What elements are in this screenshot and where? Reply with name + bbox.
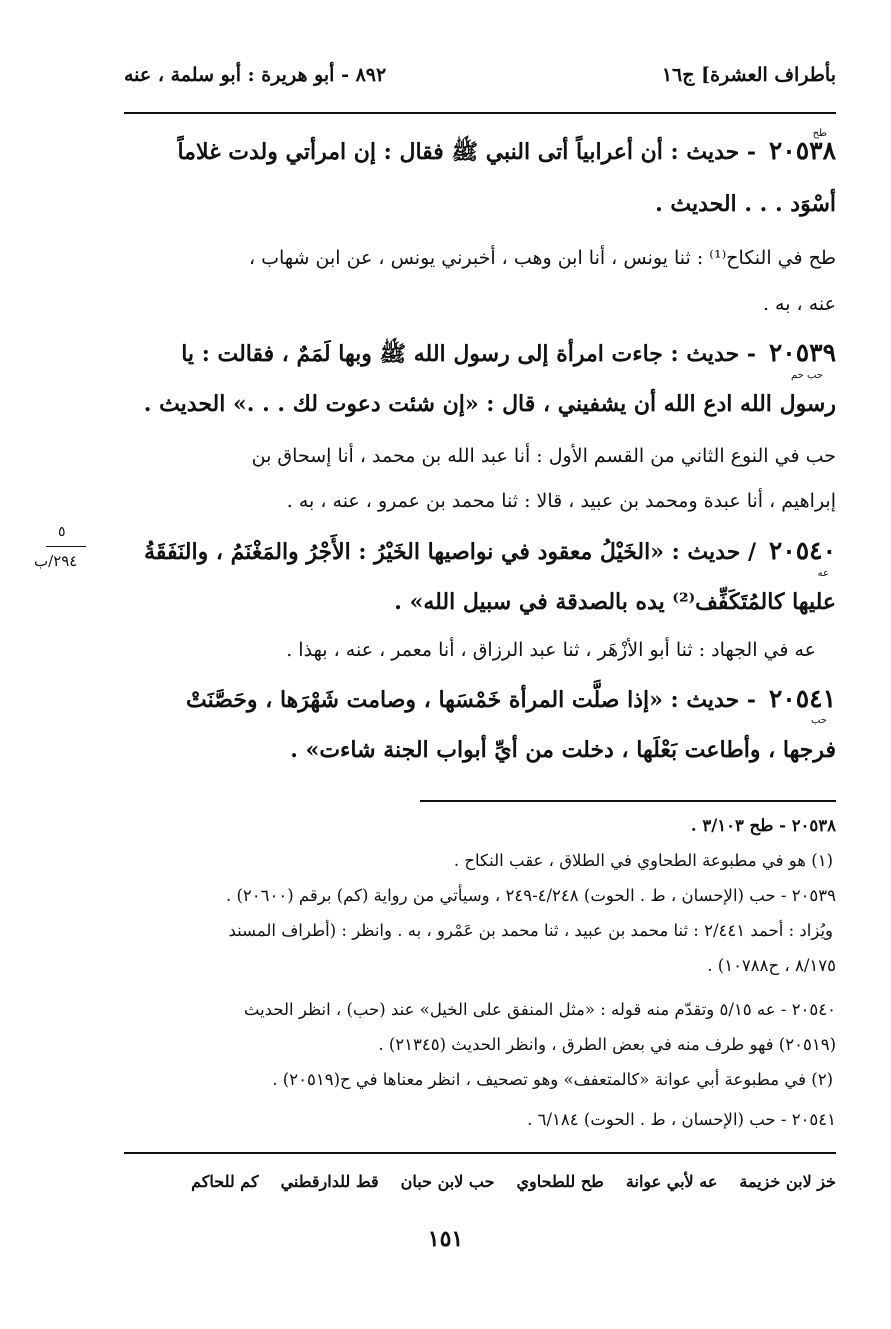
margin-folio-rule [46, 546, 86, 547]
source-line: عنه ، به . [762, 293, 836, 315]
hadith-text-line: فرجها ، وأطاعت بَعْلَها ، دخلت من أيِّ أبواب الجنة شاءت» . [290, 737, 836, 763]
abbreviation-item: طح للطحاوي [516, 1172, 604, 1191]
abbreviation-item: كم للحاكم [191, 1172, 259, 1191]
running-header-right: بأطراف العشرة] ج١٦ [661, 64, 836, 86]
sigla: حب [810, 715, 827, 726]
margin-folio-top: ٥ [58, 524, 66, 540]
hadith-text-line: عليها كالمُتَكَفِّف⁽²⁾ يده بالصدقة في سبيل الله» . [394, 589, 836, 615]
footnote-line: ويُزاد : أحمد ٢/٤٤١ : ثنا محمد بن عبيد ، ثنا محمد بن عَمْرو ، به . وانظر : (أطراف المسند [228, 921, 833, 940]
header-rule [124, 112, 836, 114]
hadith-text-line: أسْوَد . . . الحديث . [655, 191, 836, 217]
hadith-text-line: رسول الله ادع الله أن يشفيني ، قال : «إن شئت دعوت لك . . .» الحديث . [143, 391, 836, 417]
sigla: حب حم [790, 370, 823, 381]
running-header-left: ٨٩٢ - أبو هريرة : أبو سلمة ، عنه [124, 64, 387, 86]
footnote-line: (١) هو في مطبوعة الطحاوي في الطلاق ، عقب النكاح . [453, 851, 833, 870]
footnote-line: ٢٠٥٤١ - حب (الإحسان ، ط . الحوت) ٦/١٨٤ . [527, 1110, 836, 1129]
abbreviation-rule [124, 1152, 836, 1154]
footnote-rule [420, 800, 836, 802]
footnote-line: ٢٠٥٣٩ - حب (الإحسان ، ط . الحوت) ٤/٢٤٨-٢٤٩ ، وسيأتي من رواية (كم) برقم (٢٠٦٠٠) . [225, 886, 836, 905]
source-line: طح في النكاح⁽¹⁾ : ثنا يونس ، أنا ابن وهب ، أخبرني يونس ، عن ابن شهاب ، [248, 247, 836, 269]
footnote-line: (٢٠٥١٩) فهو طرف منه في بعض الطرق ، وانظر الحديث (٢١٣٤٥) . [378, 1035, 836, 1054]
footnote-line: (٢) في مطبوعة أبي عوانة «كالمتعفف» وهو تصحيف ، انظر معناها في ح(٢٠٥١٩) . [272, 1070, 833, 1089]
hadith-text-line: / حديث : «الخَيْلُ معقود في نواصيها الخَيْرُ : الأَجْرُ والمَغْنَمُ ، والنَفَقَةُ [144, 539, 756, 565]
abbreviation-item: عه لأبي عوانة [625, 1172, 718, 1191]
sigla: طح [812, 128, 827, 139]
hadith-text-line: - حديث : جاءت امرأة إلى رسول الله ﷺ وبها لَمَمٌ ، فقالت : يا [181, 341, 756, 367]
abbreviation-item: حب لابن حبان [400, 1172, 495, 1191]
hadith-number: ٢٠٥٣٨ [768, 136, 836, 165]
sigla: عه [817, 568, 829, 579]
footnote-line: ٢٠٥٤٠ - عه ٥/١٥ وتقدّم منه قوله : «مثل المنفق على الخيل» عند (حب) ، انظر الحديث [243, 1000, 836, 1019]
page-number: ١٥١ [427, 1226, 464, 1252]
abbreviation-key [191, 1172, 836, 1191]
hadith-number: ٢٠٥٤٠ [768, 536, 836, 565]
footnote-line: ٢٠٥٣٨ - طح ٣/١٠٣ . [690, 816, 836, 835]
hadith-text-line: - حديث : «إذا صلَّت المرأة خَمْسَها ، وصامت شَهْرَها ، وحَصَّنَتْ [186, 687, 756, 713]
hadith-text-line: - حديث : أن أعرابياً أتى النبي ﷺ فقال : إن امرأتي ولدت غلاماً [177, 139, 756, 165]
footnote-line: ٨/١٧٥ ، ح١٠٧٨٨) . [707, 956, 836, 975]
hadith-number: ٢٠٥٣٩ [768, 338, 836, 367]
source-line: عه في الجهاد : ثنا أبو الأزْهَر ، ثنا عبد الرزاق ، أنا معمر ، عنه ، بهذا . [286, 639, 816, 661]
margin-folio-bottom: ٢٩٤/ب [34, 552, 78, 570]
source-line: إبراهيم ، أنا عبدة ومحمد بن عبيد ، قالا : ثنا محمد بن عمرو ، عنه ، به . [286, 490, 836, 512]
abbreviation-item: خز لابن خزيمة [739, 1172, 836, 1191]
hadith-number: ٢٠٥٤١ [768, 684, 836, 713]
abbreviation-item: قط للدارقطني [280, 1172, 379, 1191]
source-line: حب في النوع الثاني من القسم الأول : أنا عبد الله بن محمد ، أنا إسحاق بن [251, 445, 836, 467]
